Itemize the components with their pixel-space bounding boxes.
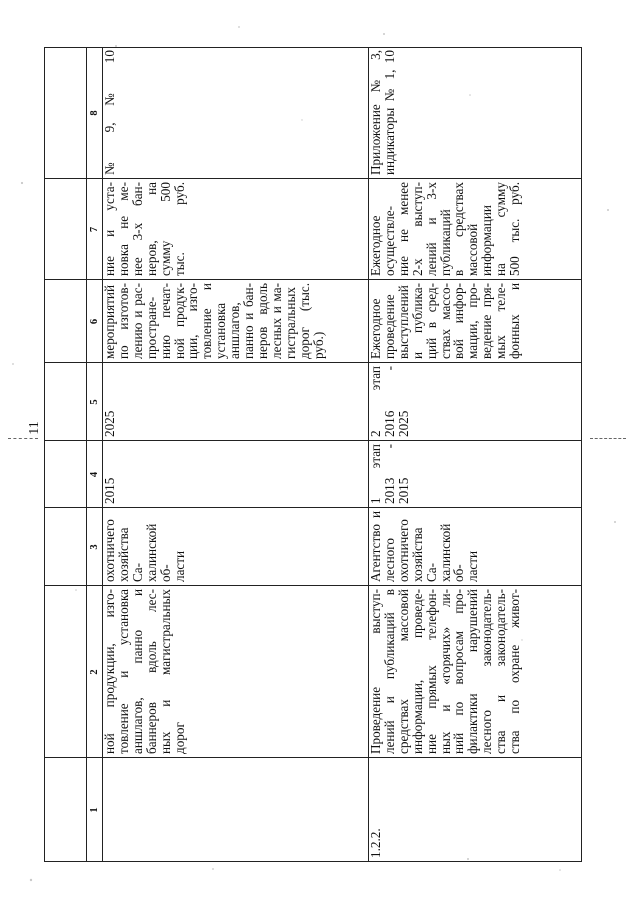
cell-line: 500 тыс. руб. [507, 182, 523, 276]
cell-line: и публика- [409, 283, 425, 359]
table-cell-link [368, 47, 581, 179]
cell-line: информации, проведе- [409, 589, 425, 754]
cell-line: Ежегодное [368, 298, 383, 359]
cell-line: хозяйства Са- [115, 527, 145, 582]
cell-line: дорог [171, 722, 187, 754]
cell-line: 2025 [395, 410, 411, 437]
cell-line: охотничего [102, 519, 117, 582]
cell-line: индикаторы № 1, 10 [381, 50, 397, 175]
cell-line: Приложение № 3, [368, 50, 383, 175]
cell-line: массовой [465, 223, 481, 276]
table-cell-content [102, 280, 368, 363]
table-rule-h [44, 47, 45, 862]
column-number-6: 6 [88, 318, 100, 325]
table-cell-link [102, 47, 368, 179]
cell-line: панно и бан- [241, 283, 257, 359]
cell-line: ной продукции, изго- [102, 589, 117, 754]
cell-line: баннеров вдоль лес- [143, 589, 159, 754]
table-cell-num [368, 758, 581, 862]
cell-line: лению и рас- [129, 283, 145, 359]
rotated-table [44, 47, 581, 862]
cell-line: выступлений [395, 285, 411, 359]
cell-line: № 9, № 10 [102, 50, 117, 175]
cell-line: 2015 [102, 477, 117, 504]
cell-line: мероприятий [102, 284, 117, 359]
cell-line: аншлагов, панно и [129, 589, 145, 754]
cell-line: неров вдоль [254, 283, 270, 359]
cell-line: ства по охране живот- [507, 589, 523, 754]
column-number-7: 7 [88, 226, 100, 233]
cell-line: по изготов- [115, 283, 131, 359]
table-cell-executor [102, 508, 368, 586]
cell-line: 2 этап [368, 366, 383, 437]
cell-line: 2025 [102, 410, 117, 437]
page-number: 11 [27, 421, 42, 435]
table-cell-end [102, 363, 368, 441]
cell-line: ние и уста- [102, 182, 117, 276]
cell-line: лесного [381, 538, 397, 582]
cell-line: нию печат- [157, 283, 173, 359]
cell-line: филактики нарушений [465, 589, 481, 754]
cell-line: ние прямых телефон- [423, 589, 439, 754]
column-number-8: 8 [88, 110, 100, 116]
table-cell-result [368, 179, 581, 280]
cell-line: тыс. руб. [171, 182, 187, 276]
cell-line: Ежегодное [368, 215, 383, 276]
cell-line: охотничего [395, 519, 411, 582]
column-number-2: 2 [88, 669, 100, 675]
cell-line: хозяйства Са- [409, 527, 439, 582]
table-cell-name [102, 586, 368, 758]
cell-line: Агентство и [368, 511, 383, 582]
cell-line: 2013 - [381, 444, 397, 504]
cell-line: ласти [171, 550, 187, 582]
cell-line: сумму 500 [157, 182, 173, 276]
cell-line: аншлагов, [227, 302, 243, 359]
cell-line: простране- [143, 296, 159, 359]
cell-line: ласти [465, 550, 481, 582]
table-cell-end [368, 363, 581, 441]
cell-line: ных и «горячих» ли- [437, 589, 453, 754]
cell-line: осуществле- [381, 205, 397, 276]
cell-line: халинской об- [143, 523, 173, 582]
cell-line: товление и [199, 283, 215, 359]
cell-line: ние не менее [395, 182, 411, 276]
column-number-4: 4 [88, 471, 100, 478]
cell-line: гистральных [282, 287, 298, 359]
column-number-1: 1 [88, 807, 100, 813]
cell-line: лений и публикаций в [381, 589, 397, 754]
table-cell-result [102, 179, 368, 280]
cell-line: ной продук- [171, 283, 187, 359]
cell-line: ний по вопросам про- [451, 589, 467, 754]
table-cell-content [368, 280, 581, 363]
cell-line: товление и установка [115, 589, 131, 754]
table-rule-h [581, 47, 582, 862]
cell-line: проведение [381, 294, 397, 359]
column-number-3: 3 [88, 544, 100, 550]
cell-line: 1 этап [368, 444, 383, 504]
table-cell-num [102, 758, 368, 862]
table-cell-start [368, 441, 581, 508]
cell-line: дорог (тыс. [296, 283, 312, 359]
cell-line: лений и 3-х [423, 182, 439, 276]
column-number-5: 5 [88, 399, 100, 405]
cell-line: ства и законодатель- [493, 589, 509, 754]
cell-line: халинской об- [437, 523, 467, 582]
cell-line: 2016 - [381, 366, 397, 437]
cell-line: мации, про- [465, 283, 481, 359]
cell-line: неров, на [143, 182, 159, 276]
cell-line: 2015 [395, 477, 411, 504]
cell-line: информации [479, 205, 495, 276]
cell-line: мых теле- [493, 283, 509, 359]
cell-line: ных и магистральных [157, 589, 173, 754]
cell-line: ведение пря- [479, 283, 495, 359]
cell-line: в средствах [451, 182, 467, 276]
cell-line: руб.) [310, 331, 326, 359]
cell-line: 1.2.2. [368, 828, 383, 858]
cell-line: новка не ме- [115, 182, 131, 276]
cell-line: ций в сред- [423, 283, 439, 359]
fold-mark-right [590, 438, 626, 439]
cell-line: лесных и ма- [268, 283, 284, 359]
cell-line: нее 3-х бан- [129, 182, 145, 276]
table-cell-name [368, 586, 581, 758]
cell-line: 2-х выступ- [409, 182, 425, 276]
cell-line: на сумму [493, 182, 509, 276]
cell-line: лесного законодатель- [479, 589, 495, 754]
table-cell-executor [368, 508, 581, 586]
cell-line: установка [213, 302, 229, 359]
cell-line: публикаций [437, 209, 453, 276]
cell-line: Проведение выступ- [368, 589, 383, 754]
cell-line: ствах массо- [437, 283, 453, 359]
cell-line: вой инфор- [451, 283, 467, 359]
table-cell-start [102, 441, 368, 508]
fold-mark-left [8, 438, 38, 439]
cell-line: ции, изго- [185, 283, 201, 359]
cell-line: фонных и [507, 283, 523, 359]
cell-line: средствах массовой [395, 589, 411, 754]
